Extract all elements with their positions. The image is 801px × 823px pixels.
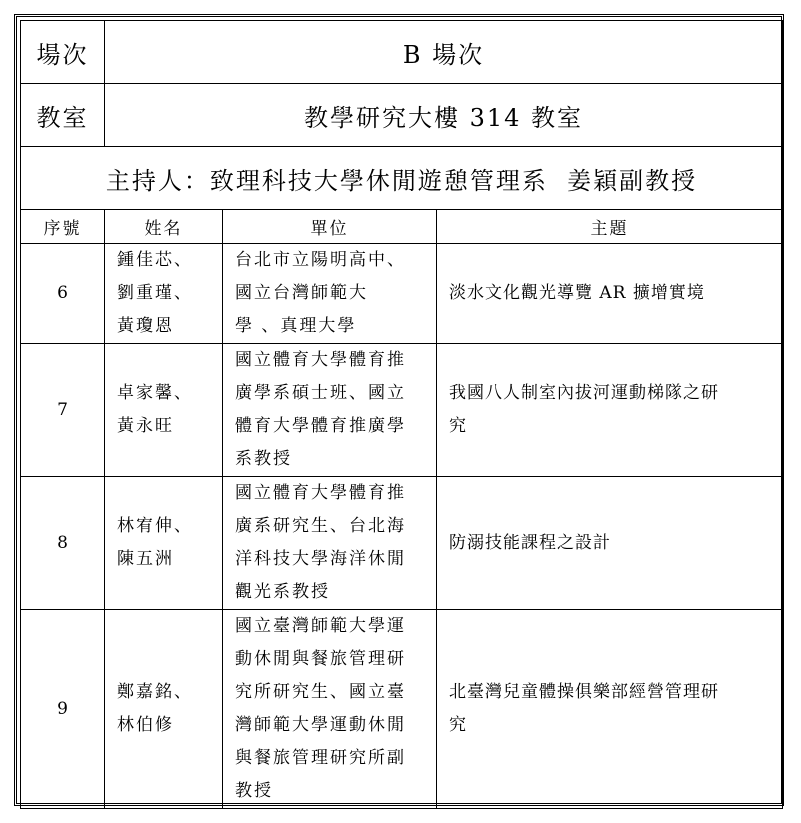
row-number: 8 bbox=[21, 477, 105, 610]
row-unit-line: 究所研究生、國立臺 bbox=[235, 682, 406, 702]
row-unit-line: 洋科技大學海洋休閒 bbox=[235, 549, 406, 569]
row-number: 6 bbox=[21, 244, 105, 344]
row-names-line: 林伯修 bbox=[117, 715, 174, 735]
column-header-name: 姓名 bbox=[105, 210, 223, 244]
table-row bbox=[21, 477, 783, 610]
row-unit-line: 國立台灣師範大 bbox=[235, 283, 368, 303]
row-unit-line: 台北市立陽明高中、 bbox=[235, 250, 406, 270]
row-unit bbox=[223, 344, 437, 477]
row-topic-line: 淡水文化觀光導覽 AR 擴增實境 bbox=[449, 283, 705, 303]
session-label: 場次 bbox=[21, 21, 105, 84]
presentation-rows bbox=[21, 244, 783, 809]
row-unit-line: 國立臺灣師範大學運 bbox=[235, 616, 406, 636]
row-names-line: 林宥伸、 bbox=[117, 516, 193, 536]
host-row bbox=[21, 147, 783, 210]
row-names bbox=[105, 477, 223, 610]
row-topic-line: 防溺技能課程之設計 bbox=[449, 532, 611, 553]
row-names-line: 陳五洲 bbox=[117, 549, 174, 569]
host-text: 主持人：致理科技大學休閒遊憩管理系 姜穎副教授 bbox=[21, 147, 783, 210]
row-unit-line: 教授 bbox=[235, 781, 273, 801]
session-table bbox=[20, 20, 783, 809]
column-header-topic: 主題 bbox=[437, 210, 783, 244]
row-names-line: 黃瓊恩 bbox=[117, 316, 174, 336]
row-unit-line: 動休閒與餐旅管理研 bbox=[235, 649, 406, 669]
row-names-line: 黃永旺 bbox=[117, 416, 174, 436]
column-header-row bbox=[21, 210, 783, 244]
row-unit-line: 系教授 bbox=[235, 449, 292, 469]
table-row bbox=[21, 344, 783, 477]
row-names bbox=[105, 344, 223, 477]
row-unit bbox=[223, 244, 437, 344]
column-header-unit: 單位 bbox=[223, 210, 437, 244]
row-names-line: 劉重瑾、 bbox=[117, 283, 193, 303]
row-number: 9 bbox=[21, 610, 105, 809]
row-unit-line: 廣系研究生、台北海 bbox=[235, 516, 406, 536]
row-unit-line: 廣學系碩士班、國立 bbox=[235, 383, 406, 403]
row-unit bbox=[223, 477, 437, 610]
row-unit-line: 灣師範大學運動休閒 bbox=[235, 715, 406, 735]
row-unit-line: 學 、真理大學 bbox=[235, 316, 357, 336]
row-unit-line: 國立體育大學體育推 bbox=[235, 483, 406, 503]
row-names-line: 鄭嘉銘、 bbox=[117, 682, 193, 702]
row-names bbox=[105, 610, 223, 809]
row-unit-line: 國立體育大學體育推 bbox=[235, 350, 406, 370]
row-topic-line: 北臺灣兒童體操俱樂部經營管理研 bbox=[449, 682, 719, 702]
row-names bbox=[105, 244, 223, 344]
table-row bbox=[21, 610, 783, 809]
row-unit-line: 與餐旅管理研究所副 bbox=[235, 748, 406, 768]
column-header-no: 序號 bbox=[21, 210, 105, 244]
row-topic-line: 究 bbox=[449, 416, 467, 436]
row-topic bbox=[437, 244, 783, 344]
room-value: 教學研究大樓 314 教室 bbox=[105, 84, 783, 147]
row-unit-line: 觀光系教授 bbox=[235, 582, 330, 602]
session-value: B 場次 bbox=[105, 21, 783, 84]
room-row bbox=[21, 84, 783, 147]
table-row bbox=[21, 244, 783, 344]
room-label: 教室 bbox=[21, 84, 105, 147]
row-names-line: 鍾佳芯、 bbox=[117, 250, 193, 270]
row-names-line: 卓家馨、 bbox=[117, 383, 193, 403]
row-topic-line: 究 bbox=[449, 715, 467, 735]
row-topic-line: 我國八人制室內拔河運動梯隊之研 bbox=[449, 383, 719, 403]
row-number: 7 bbox=[21, 344, 105, 477]
row-topic bbox=[437, 344, 783, 477]
row-unit-line: 體育大學體育推廣學 bbox=[235, 416, 406, 436]
session-row bbox=[21, 21, 783, 84]
row-topic bbox=[437, 610, 783, 809]
row-unit bbox=[223, 610, 437, 809]
row-topic bbox=[437, 477, 783, 610]
